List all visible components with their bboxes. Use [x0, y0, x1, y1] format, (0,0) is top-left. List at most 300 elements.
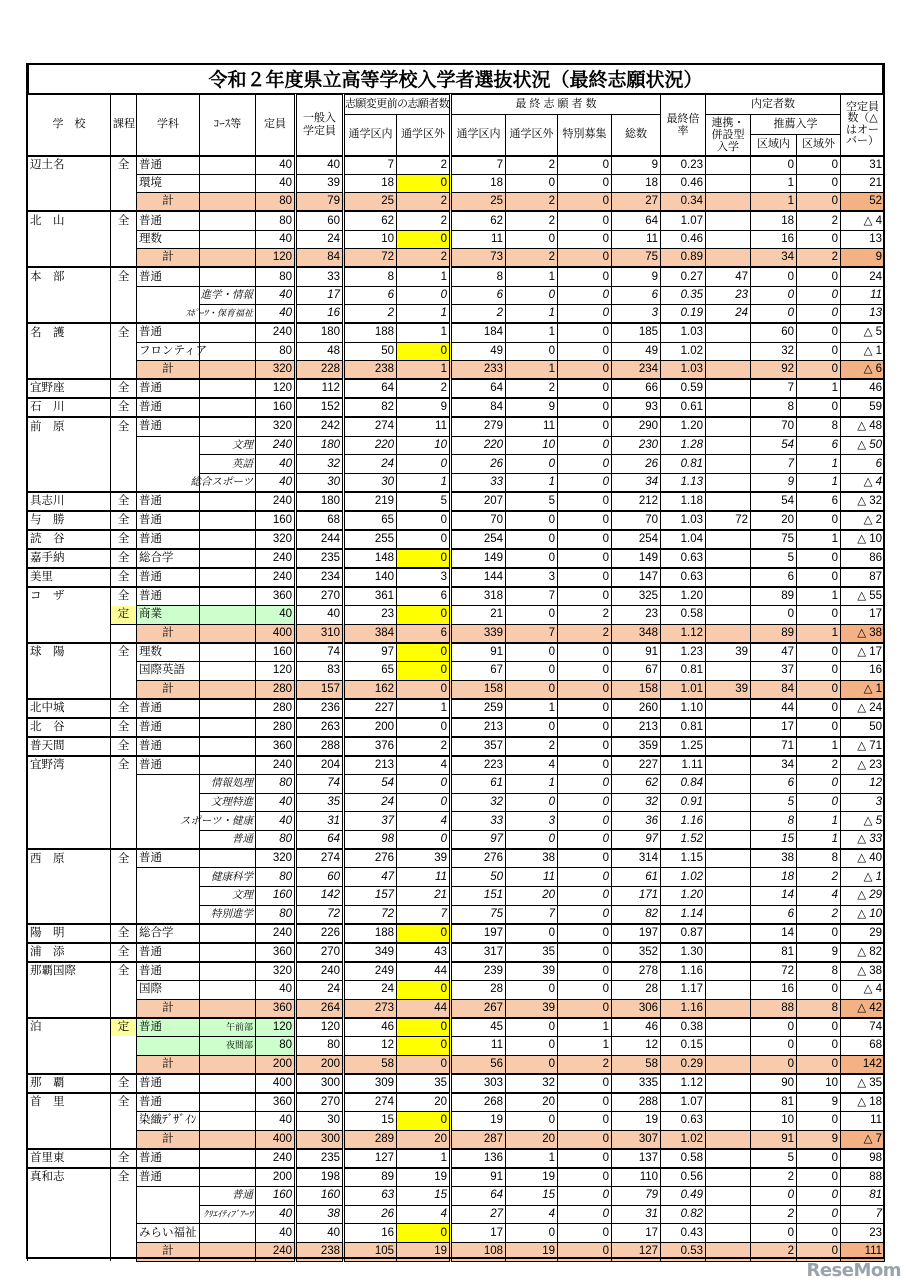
- cell-ippan: 152: [296, 398, 344, 417]
- cell-suisen-out: 0: [797, 1186, 841, 1205]
- cell-suisen-in: 1: [751, 174, 797, 193]
- total-row: [28, 680, 885, 699]
- cell-renkei: [706, 737, 751, 756]
- cell-pre-out: 0: [397, 643, 451, 662]
- cell-ippan: 228: [296, 361, 344, 380]
- cell-total: 27: [612, 193, 661, 212]
- cell-special: 0: [558, 643, 612, 662]
- table-row: [28, 1093, 885, 1112]
- cell-ippan: 270: [296, 587, 344, 606]
- cell-katei: [111, 342, 137, 361]
- table-row: [28, 323, 885, 342]
- cell-teiin: 40: [256, 606, 296, 625]
- cell-renkei: [706, 887, 751, 906]
- cell-total: 28: [612, 981, 661, 1000]
- table-row: [28, 530, 885, 549]
- selection-status-sheet: [27, 63, 884, 1262]
- cell-pre-out: 19: [397, 1168, 451, 1187]
- cell-katei: 全: [111, 492, 137, 511]
- cell-teiin: 240: [256, 568, 296, 587]
- cell-vacancy: △ 29: [841, 887, 885, 906]
- cell-vacancy: 50: [841, 718, 885, 737]
- cell-final-out: 7: [506, 905, 558, 924]
- cell-katei: 全: [111, 1074, 137, 1093]
- cell-course: 情報処理: [200, 775, 256, 794]
- cell-teiin: 160: [256, 1186, 296, 1205]
- cell-pre-out: 15: [397, 1186, 451, 1205]
- cell-course: [200, 511, 256, 530]
- cell-vacancy: △ 42: [841, 999, 885, 1018]
- cell-special: 1: [558, 1018, 612, 1037]
- cell-pre-in: 46: [344, 1018, 397, 1037]
- cell-gakka: 普通: [137, 379, 200, 398]
- cell-course: 総合スポーツ: [200, 473, 256, 492]
- cell-pre-in: 72: [344, 905, 397, 924]
- cell-suisen-out: 0: [797, 286, 841, 305]
- applicant-table: [27, 94, 885, 1262]
- cell-course: [200, 323, 256, 342]
- cell-ippan: 16: [296, 305, 344, 324]
- cell-school: [28, 473, 111, 492]
- cell-katei: 全: [111, 943, 137, 962]
- cell-teiin: 320: [256, 417, 296, 436]
- cell-special: 0: [558, 1074, 612, 1093]
- cell-ippan: 33: [296, 267, 344, 286]
- cell-teiin: 280: [256, 718, 296, 737]
- cell-vacancy: 7: [841, 1205, 885, 1224]
- cell-final-out: 35: [506, 943, 558, 962]
- cell-suisen-out: 2: [797, 868, 841, 887]
- cell-teiin: 40: [256, 981, 296, 1000]
- cell-katei: [111, 193, 137, 212]
- cell-ippan: 244: [296, 530, 344, 549]
- header-pre-in: 通学区内: [344, 115, 397, 156]
- cell-katei: 全: [111, 756, 137, 775]
- cell-teiin: 40: [256, 473, 296, 492]
- cell-vacancy: △ 23: [841, 756, 885, 775]
- cell-ippan: 64: [296, 831, 344, 850]
- cell-gakka: 普通: [137, 492, 200, 511]
- cell-course: [200, 417, 256, 436]
- cell-vacancy: △ 7: [841, 1130, 885, 1149]
- cell-katei: [111, 1036, 137, 1055]
- cell-suisen-in: 89: [751, 587, 797, 606]
- cell-suisen-out: 8: [797, 849, 841, 868]
- cell-katei: 全: [111, 568, 137, 587]
- cell-suisen-in: 81: [751, 1093, 797, 1112]
- cell-suisen-in: 0: [751, 286, 797, 305]
- cell-vacancy: △ 35: [841, 1074, 885, 1093]
- table-row: [28, 267, 885, 286]
- cell-final-out: 0: [506, 230, 558, 249]
- table-row: [28, 849, 885, 868]
- cell-katei: 全: [111, 924, 137, 943]
- cell-final-out: 20: [506, 887, 558, 906]
- cell-school: 辺土名: [28, 156, 111, 175]
- table-row: [28, 1168, 885, 1187]
- cell-final-in: 67: [451, 662, 506, 681]
- cell-katei: [111, 812, 137, 831]
- cell-renkei: [706, 1130, 751, 1149]
- cell-pre-in: 64: [344, 379, 397, 398]
- cell-final-out: 0: [506, 831, 558, 850]
- cell-suisen-in: 5: [751, 549, 797, 568]
- cell-suisen-in: 8: [751, 398, 797, 417]
- cell-teiin: 80: [256, 905, 296, 924]
- cell-vacancy: 11: [841, 286, 885, 305]
- cell-ippan: 24: [296, 981, 344, 1000]
- cell-course: [200, 699, 256, 718]
- cell-school: [28, 1242, 111, 1261]
- cell-katei: 全: [111, 398, 137, 417]
- cell-course: [200, 924, 256, 943]
- cell-course: [200, 249, 256, 268]
- cell-teiin: 40: [256, 156, 296, 175]
- header-total: 総数: [612, 115, 661, 156]
- cell-school: [28, 680, 111, 699]
- cell-pre-out: 0: [397, 831, 451, 850]
- cell-vacancy: 17: [841, 606, 885, 625]
- cell-special: 0: [558, 662, 612, 681]
- cell-katei: [111, 305, 137, 324]
- cell-school: 石 川: [28, 398, 111, 417]
- cell-final-in: 239: [451, 962, 506, 981]
- cell-final-in: 2: [451, 305, 506, 324]
- cell-teiin: 120: [256, 662, 296, 681]
- cell-special: 0: [558, 156, 612, 175]
- cell-katei: 全: [111, 587, 137, 606]
- cell-suisen-in: 0: [751, 305, 797, 324]
- cell-total: 185: [612, 323, 661, 342]
- cell-ratio: 0.27: [661, 267, 706, 286]
- cell-final-out: 3: [506, 812, 558, 831]
- table-row: [28, 492, 885, 511]
- cell-school: [28, 342, 111, 361]
- cell-course: [200, 737, 256, 756]
- cell-gakka: 普通: [137, 1018, 200, 1037]
- cell-final-in: 32: [451, 793, 506, 812]
- cell-pre-in: 58: [344, 1055, 397, 1074]
- cell-course: [200, 756, 256, 775]
- cell-final-in: 7: [451, 156, 506, 175]
- cell-total: 197: [612, 924, 661, 943]
- cell-ratio: 0.34: [661, 193, 706, 212]
- cell-ratio: 1.20: [661, 587, 706, 606]
- cell-ratio: 1.01: [661, 680, 706, 699]
- cell-course: [200, 549, 256, 568]
- table-row: [28, 211, 885, 230]
- cell-total: 31: [612, 1205, 661, 1224]
- cell-course: [200, 962, 256, 981]
- cell-pre-in: 148: [344, 549, 397, 568]
- cell-school: [28, 793, 111, 812]
- cell-renkei: [706, 756, 751, 775]
- cell-suisen-out: 1: [797, 624, 841, 643]
- cell-gakka: 計: [137, 1242, 200, 1261]
- cell-renkei: [706, 943, 751, 962]
- cell-katei: [111, 624, 137, 643]
- cell-suisen-in: 2: [751, 1168, 797, 1187]
- cell-vacancy: △ 33: [841, 831, 885, 850]
- cell-katei: [111, 361, 137, 380]
- cell-gakka: 計: [137, 624, 200, 643]
- cell-pre-in: 289: [344, 1130, 397, 1149]
- cell-katei: [111, 775, 137, 794]
- cell-vacancy: △ 1: [841, 680, 885, 699]
- cell-ratio: 1.12: [661, 624, 706, 643]
- cell-final-out: 3: [506, 568, 558, 587]
- cell-ippan: 263: [296, 718, 344, 737]
- cell-final-in: 33: [451, 812, 506, 831]
- cell-vacancy: 13: [841, 305, 885, 324]
- cell-teiin: 40: [256, 305, 296, 324]
- cell-pre-in: 376: [344, 737, 397, 756]
- cell-gakka: 普通: [137, 156, 200, 175]
- cell-course: [200, 943, 256, 962]
- total-row: [28, 624, 885, 643]
- cell-suisen-out: 1: [797, 812, 841, 831]
- cell-school: 前 原: [28, 417, 111, 436]
- cell-suisen-out: 1: [797, 831, 841, 850]
- cell-school: [28, 286, 111, 305]
- cell-ratio: 0.81: [661, 455, 706, 474]
- cell-ratio: 0.63: [661, 1111, 706, 1130]
- cell-total: 32: [612, 793, 661, 812]
- cell-total: 34: [612, 473, 661, 492]
- cell-ippan: 274: [296, 849, 344, 868]
- cell-suisen-in: 16: [751, 981, 797, 1000]
- cell-final-out: 0: [506, 342, 558, 361]
- cell-special: 0: [558, 718, 612, 737]
- cell-vacancy: 59: [841, 398, 885, 417]
- cell-gakka: 理数: [137, 230, 200, 249]
- cell-pre-in: 162: [344, 680, 397, 699]
- cell-gakka: 普通: [137, 718, 200, 737]
- cell-ratio: 0.53: [661, 1242, 706, 1261]
- cell-katei: [111, 1186, 137, 1205]
- cell-katei: 全: [111, 156, 137, 175]
- cell-final-out: 0: [506, 643, 558, 662]
- cell-gakka: [137, 887, 200, 906]
- cell-vacancy: 21: [841, 174, 885, 193]
- cell-renkei: [706, 1111, 751, 1130]
- cell-ippan: 72: [296, 905, 344, 924]
- cell-course: 特別進学: [200, 905, 256, 924]
- cell-renkei: [706, 342, 751, 361]
- cell-gakka: 計: [137, 999, 200, 1018]
- cell-course: 普通: [200, 831, 256, 850]
- cell-special: 0: [558, 849, 612, 868]
- cell-ratio: 0.89: [661, 249, 706, 268]
- cell-ratio: 1.17: [661, 981, 706, 1000]
- cell-final-out: 1: [506, 267, 558, 286]
- cell-special: 0: [558, 943, 612, 962]
- cell-vacancy: 29: [841, 924, 885, 943]
- cell-final-out: 15: [506, 1186, 558, 1205]
- cell-renkei: 23: [706, 286, 751, 305]
- cell-ippan: 270: [296, 1093, 344, 1112]
- cell-suisen-in: 16: [751, 230, 797, 249]
- cell-pre-in: 273: [344, 999, 397, 1018]
- header-special: 特別募集: [558, 115, 612, 156]
- cell-teiin: 40: [256, 1111, 296, 1130]
- cell-special: 0: [558, 193, 612, 212]
- cell-suisen-out: 1: [797, 587, 841, 606]
- cell-special: 0: [558, 812, 612, 831]
- cell-suisen-in: 7: [751, 455, 797, 474]
- cell-ratio: 1.02: [661, 1130, 706, 1149]
- cell-suisen-out: 0: [797, 398, 841, 417]
- cell-special: 0: [558, 587, 612, 606]
- cell-pre-out: 44: [397, 999, 451, 1018]
- cell-ippan: 112: [296, 379, 344, 398]
- cell-pre-in: 30: [344, 473, 397, 492]
- cell-renkei: [706, 868, 751, 887]
- cell-vacancy: 98: [841, 1149, 885, 1168]
- cell-pre-out: 2: [397, 211, 451, 230]
- cell-final-in: 339: [451, 624, 506, 643]
- cell-pre-in: 54: [344, 775, 397, 794]
- cell-suisen-in: 88: [751, 999, 797, 1018]
- cell-suisen-in: 54: [751, 436, 797, 455]
- cell-teiin: 80: [256, 342, 296, 361]
- cell-total: 75: [612, 249, 661, 268]
- cell-vacancy: △ 71: [841, 737, 885, 756]
- cell-katei: [111, 887, 137, 906]
- cell-course: [200, 718, 256, 737]
- cell-katei: 全: [111, 849, 137, 868]
- cell-pre-out: 2: [397, 156, 451, 175]
- cell-ratio: 0.58: [661, 1149, 706, 1168]
- cell-gakka: 普通: [137, 511, 200, 530]
- cell-school: 美里: [28, 568, 111, 587]
- cell-renkei: [706, 379, 751, 398]
- cell-ippan: 84: [296, 249, 344, 268]
- cell-renkei: [706, 230, 751, 249]
- cell-pre-out: 6: [397, 587, 451, 606]
- cell-final-in: 223: [451, 756, 506, 775]
- cell-special: 2: [558, 624, 612, 643]
- cell-school: [28, 981, 111, 1000]
- header-course: ｺｰｽ等: [200, 95, 256, 156]
- cell-total: 61: [612, 868, 661, 887]
- cell-total: 359: [612, 737, 661, 756]
- cell-school: [28, 775, 111, 794]
- cell-final-in: 197: [451, 924, 506, 943]
- cell-suisen-in: 10: [751, 1111, 797, 1130]
- cell-course: [200, 1242, 256, 1261]
- cell-final-out: 39: [506, 999, 558, 1018]
- cell-teiin: 240: [256, 1242, 296, 1261]
- cell-suisen-in: 6: [751, 775, 797, 794]
- cell-total: 290: [612, 417, 661, 436]
- cell-suisen-in: 5: [751, 793, 797, 812]
- cell-pre-in: 238: [344, 361, 397, 380]
- cell-suisen-out: 6: [797, 436, 841, 455]
- cell-course: [200, 1130, 256, 1149]
- cell-final-out: 0: [506, 981, 558, 1000]
- cell-school: [28, 662, 111, 681]
- header-teiin: 定員: [256, 95, 296, 156]
- cell-pre-in: 37: [344, 812, 397, 831]
- cell-teiin: 40: [256, 230, 296, 249]
- cell-ippan: 74: [296, 643, 344, 662]
- cell-vacancy: 87: [841, 568, 885, 587]
- cell-katei: 全: [111, 718, 137, 737]
- cell-teiin: 320: [256, 361, 296, 380]
- cell-vacancy: 9: [841, 249, 885, 268]
- cell-pre-out: 0: [397, 530, 451, 549]
- cell-suisen-out: 0: [797, 1036, 841, 1055]
- cell-ratio: 1.16: [661, 999, 706, 1018]
- cell-school: コ ザ: [28, 587, 111, 606]
- cell-pre-out: 4: [397, 812, 451, 831]
- cell-gakka: 普通: [137, 849, 200, 868]
- cell-school: 真和志: [28, 1168, 111, 1187]
- cell-renkei: [706, 568, 751, 587]
- cell-ratio: 1.52: [661, 831, 706, 850]
- cell-pre-in: 276: [344, 849, 397, 868]
- cell-final-out: 5: [506, 492, 558, 511]
- cell-course: [200, 361, 256, 380]
- cell-pre-in: 24: [344, 793, 397, 812]
- cell-renkei: [706, 1018, 751, 1037]
- cell-gakka: 普通: [137, 417, 200, 436]
- cell-final-in: 17: [451, 1224, 506, 1243]
- cell-special: 0: [558, 999, 612, 1018]
- cell-course: [200, 1168, 256, 1187]
- cell-teiin: 160: [256, 511, 296, 530]
- cell-suisen-in: 84: [751, 680, 797, 699]
- cell-ratio: 0.58: [661, 606, 706, 625]
- cell-final-in: 254: [451, 530, 506, 549]
- cell-final-in: 267: [451, 999, 506, 1018]
- cell-course: [200, 1055, 256, 1074]
- table-row: [28, 1111, 885, 1130]
- cell-suisen-out: 9: [797, 1093, 841, 1112]
- cell-total: 79: [612, 1186, 661, 1205]
- cell-total: 149: [612, 549, 661, 568]
- cell-special: 0: [558, 1149, 612, 1168]
- cell-ratio: 1.07: [661, 1093, 706, 1112]
- cell-final-out: 2: [506, 379, 558, 398]
- cell-special: 0: [558, 1205, 612, 1224]
- cell-final-out: 7: [506, 624, 558, 643]
- cell-katei: [111, 831, 137, 850]
- cell-teiin: 320: [256, 849, 296, 868]
- cell-final-out: 38: [506, 849, 558, 868]
- cell-ippan: 60: [296, 868, 344, 887]
- cell-ratio: 1.04: [661, 530, 706, 549]
- cell-ratio: 0.56: [661, 1168, 706, 1187]
- cell-total: 3: [612, 305, 661, 324]
- cell-school: [28, 624, 111, 643]
- cell-ratio: 0.63: [661, 549, 706, 568]
- cell-ippan: 300: [296, 1074, 344, 1093]
- cell-total: 12: [612, 1036, 661, 1055]
- cell-vacancy: 81: [841, 1186, 885, 1205]
- cell-school: 北 山: [28, 211, 111, 230]
- cell-special: 0: [558, 775, 612, 794]
- cell-suisen-out: 0: [797, 981, 841, 1000]
- cell-ippan: 120: [296, 1018, 344, 1037]
- total-row: [28, 999, 885, 1018]
- cell-ratio: 1.02: [661, 342, 706, 361]
- table-row: [28, 699, 885, 718]
- cell-renkei: [706, 962, 751, 981]
- header-katei: 課程: [111, 95, 137, 156]
- cell-course: [200, 1093, 256, 1112]
